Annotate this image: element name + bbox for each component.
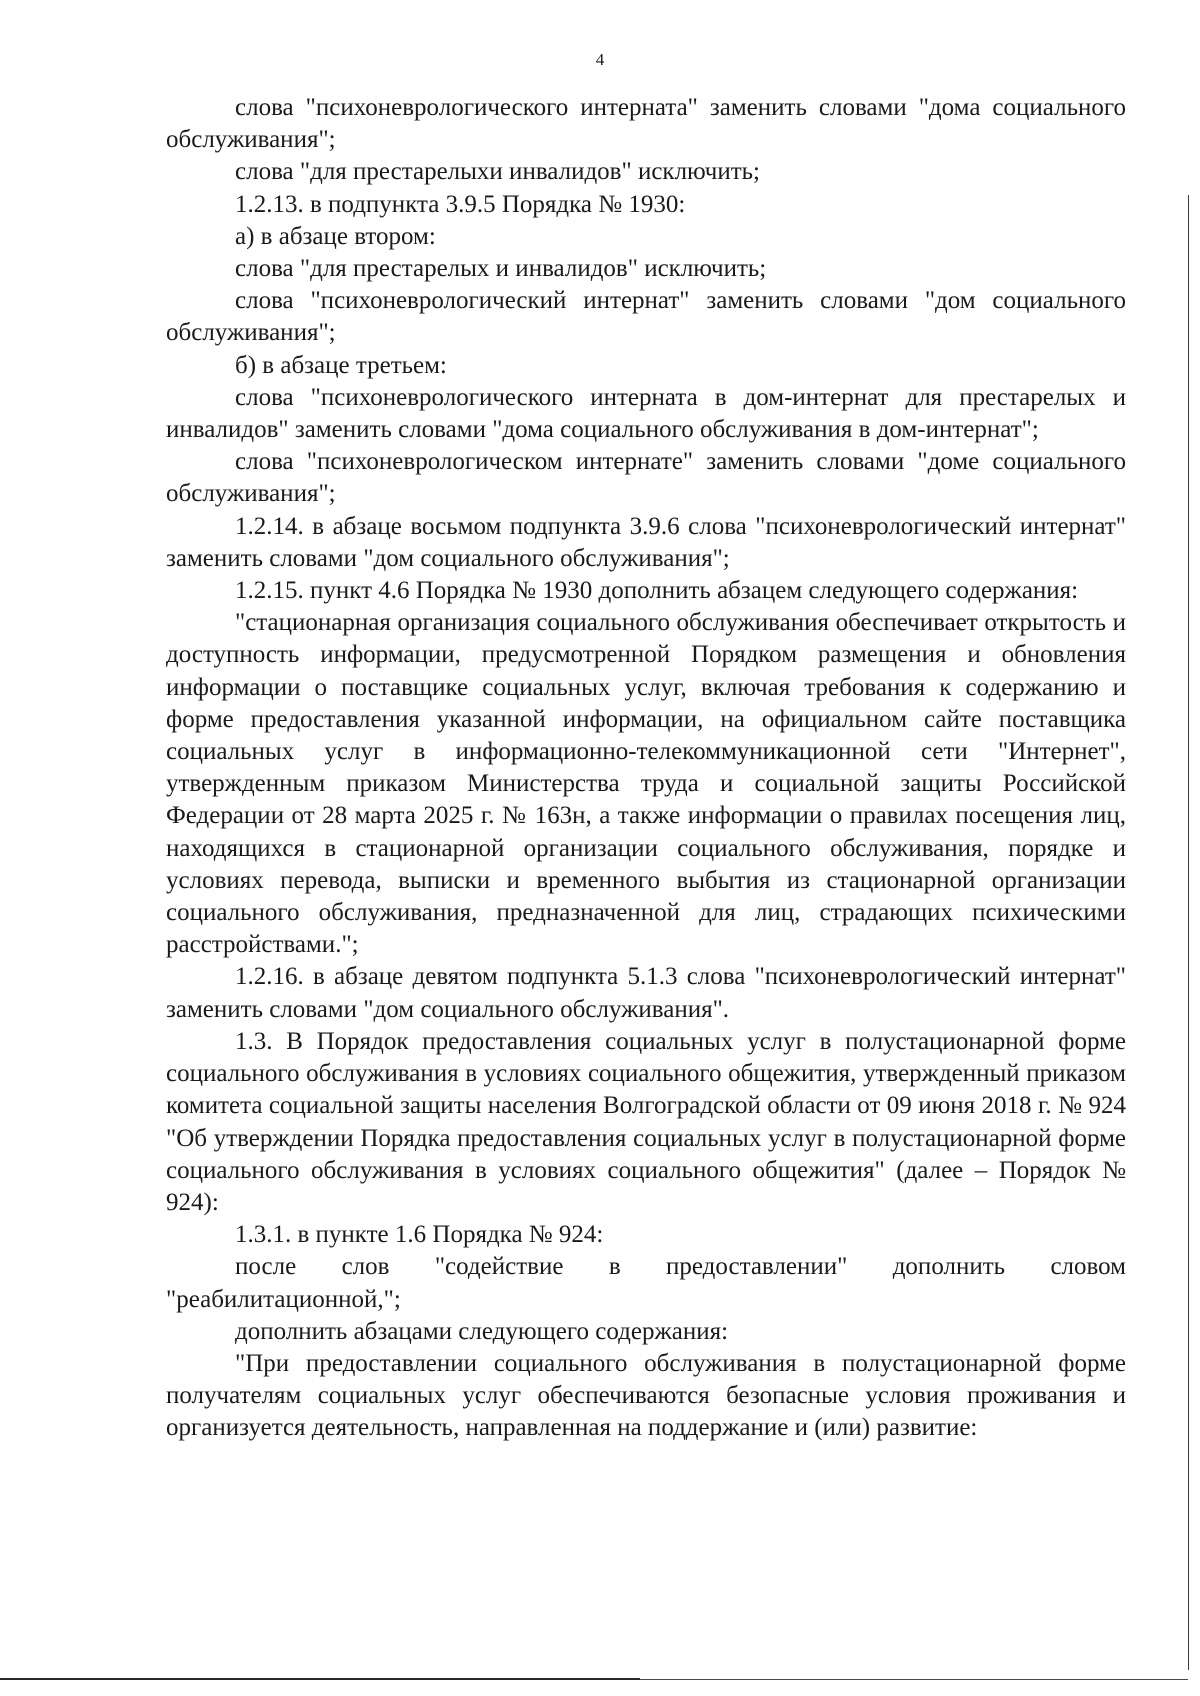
paragraph: а) в абзаце втором: [235, 222, 436, 250]
paragraph: б) в абзаце третьем: [235, 351, 447, 379]
paragraph: дополнить абзацами следующего содержания: [235, 1317, 729, 1345]
paragraph: слова "психоневрологический интернат" заменить словами "дом социального обслуживания"; [166, 287, 1126, 347]
scan-bottom-edge [0, 1678, 640, 1680]
paragraph: 1.2.13. в подпункта 3.9.5 Порядка № 1930: [235, 190, 686, 218]
paragraph: слова "психоневрологическом интернате" заменить словами "доме социального обслуживания"; [166, 448, 1126, 508]
page-number: 4 [595, 50, 605, 69]
paragraph: 1.3. В Порядок предоставления социальных услуг в полустационарной форме социального обслуживания в условиях социального общежития, утвержденный приказом комитета социальной защиты населения Волгоградской области от 09 июня 2018 г. № 924 "Об утверждении Порядка предоставления социальных услуг в полустационарной форме социального обслуживания в условиях социального общежития" (далее – Порядок № 924): [166, 1027, 1126, 1216]
paragraph: "стационарная организация социального обслуживания обеспечивает открытость и доступность информации, предусмотренной Порядком размещения и обновления информации о поставщике социальных услуг, включая требования к содержанию и форме предоставления указанной информации, на официальном сайте поставщика социальных услуг в информационно-телекоммуникационной сети "Интернет", утвержденным приказом Министерства труда и социальной защиты Российской Федерации от 28 марта 2025 г. № 163н, а также информации о правилах посещения лиц, находящихся в стационарной организации социального обслуживания, порядке и условиях перевода, выписки и временного выбытия из стационарной организации социального обслуживания, предназначенной для лиц, страдающих психическими расстройствами."; [166, 609, 1126, 959]
paragraph: слова "психоневрологического интерната в дом-интернат для престарелых и инвалидов" заменить словами "дома социального обслуживания в дом-интернат"; [166, 383, 1126, 444]
paragraph: 1.2.16. в абзаце девятом подпункта 5.1.3 слова "психоневрологический интернат" заменить словами "дом социального обслуживания". [166, 963, 1126, 1023]
paragraph: 1.2.15. пункт 4.6 Порядка № 1930 дополнить абзацем следующего содержания: [235, 577, 1079, 605]
paragraph: 1.3.1. в пункте 1.6 Порядка № 924: [235, 1221, 604, 1249]
paragraph: "При предоставлении социального обслуживания в полустационарной форме получателям социальных услуг обеспечиваются безопасные условия проживания и организуется деятельность, направленная на поддержание и (или) развитие: [166, 1349, 1126, 1442]
paragraph: слова "психоневрологического интерната" заменить словами "дома социального обслуживания"; [166, 94, 1126, 154]
paragraph: после слов "содействие в предоставлении" дополнить словом "реабилитационной,"; [166, 1253, 1126, 1313]
paragraph: слова "для престарелых и инвалидов" исключить; [235, 255, 767, 283]
document-body [166, 92, 1126, 1445]
scan-bottom-edge-faint [640, 1679, 1188, 1680]
scan-edge-line [1188, 195, 1189, 1670]
paragraph: 1.2.14. в абзаце восьмом подпункта 3.9.6 слова "психоневрологический интернат" заменить словами "дом социального обслуживания"; [166, 512, 1126, 572]
paragraph: слова "для престарелыхи инвалидов" исключить; [235, 158, 760, 186]
